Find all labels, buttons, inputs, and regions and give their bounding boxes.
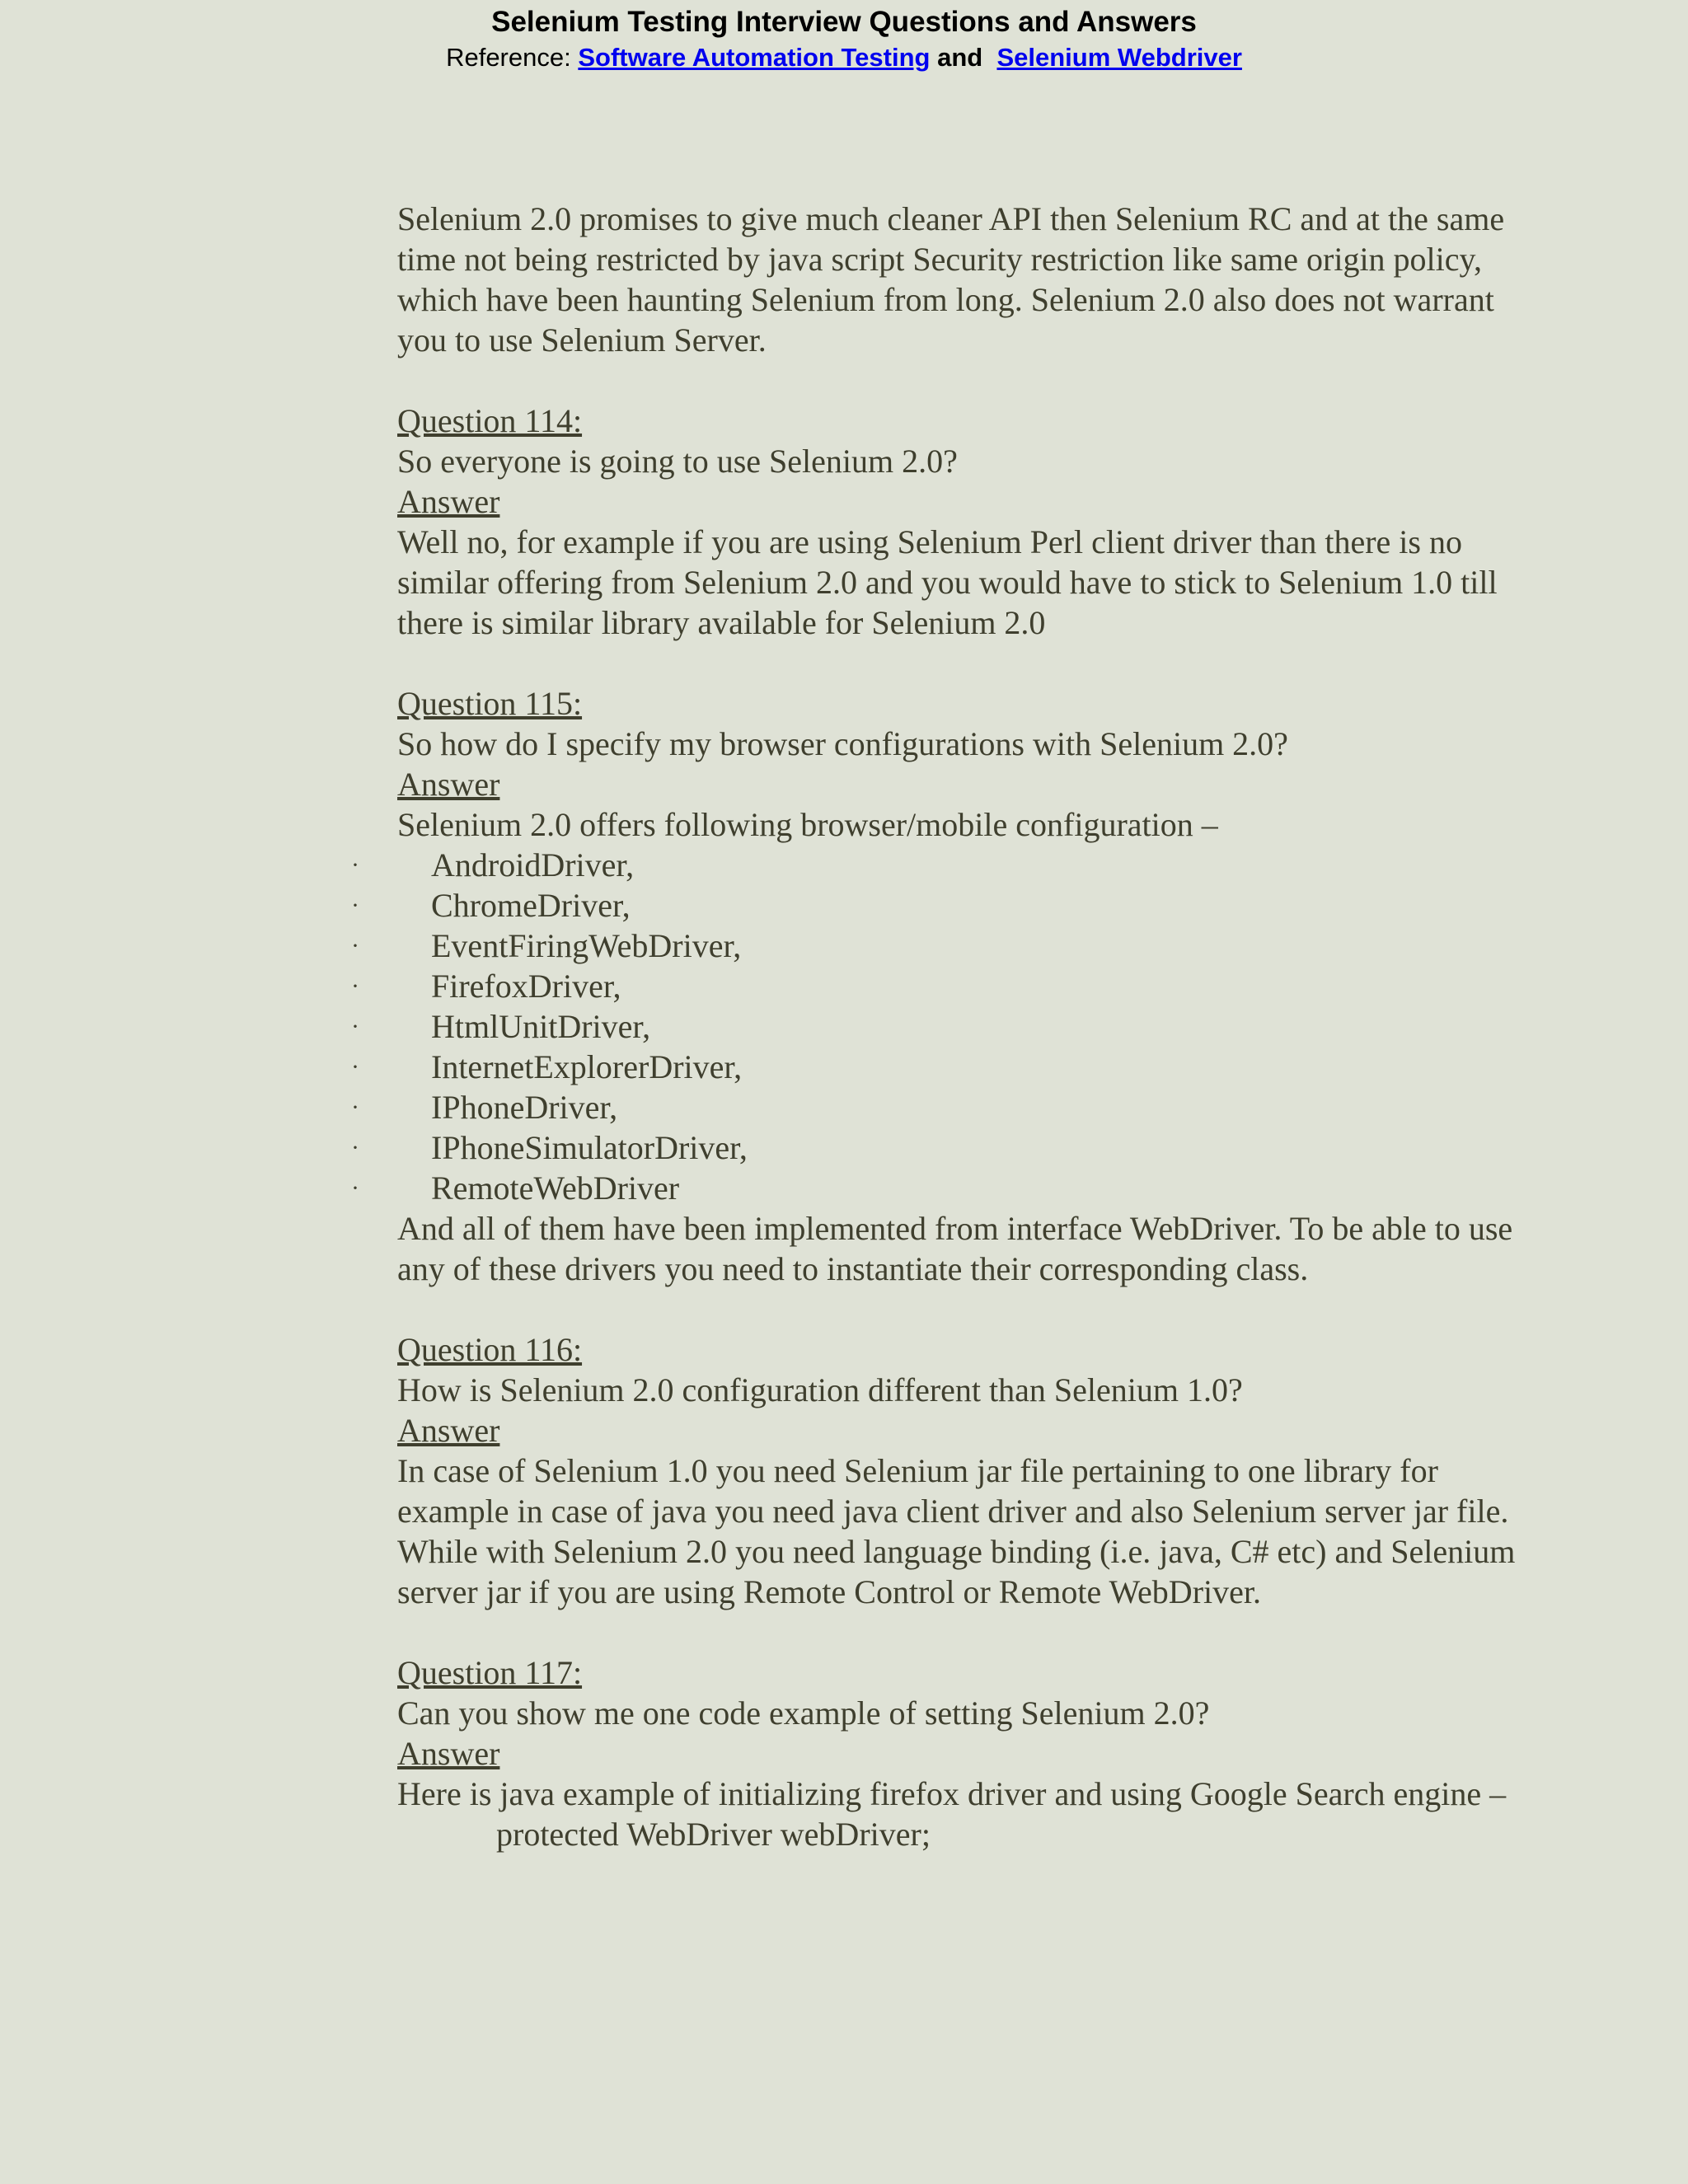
driver-name: InternetExplorerDriver,	[431, 1048, 743, 1085]
bullet-icon: ·	[351, 972, 359, 1000]
bullet-icon: ·	[351, 1134, 359, 1161]
question-115-label: Question 115:	[397, 685, 583, 722]
question-114-label: Question 114:	[397, 402, 583, 439]
reference-label: Reference:	[446, 43, 579, 72]
driver-name: FirefoxDriver,	[431, 968, 621, 1005]
question-114-text: So everyone is going to use Selenium 2.0?	[397, 443, 958, 480]
list-item	[351, 1047, 1518, 1087]
question-116-label: Question 116:	[397, 1331, 583, 1368]
driver-name: ChromeDriver,	[431, 887, 631, 924]
question-117-label: Question 117:	[397, 1654, 583, 1691]
answer-115-label: Answer	[397, 766, 500, 803]
answer-117-text: Here is java example of initializing firefox driver and using Google Search engine –	[397, 1775, 1507, 1812]
list-item	[351, 1127, 1518, 1168]
answer-116-label: Answer	[397, 1412, 500, 1449]
answer-117-label: Answer	[397, 1735, 500, 1772]
bullet-icon: ·	[351, 1013, 359, 1040]
answer-115-intro: Selenium 2.0 offers following browser/mobile configuration –	[397, 806, 1218, 843]
driver-list	[351, 845, 1518, 1208]
list-item	[351, 1006, 1518, 1047]
answer-115-outro: And all of them have been implemented from interface WebDriver. To be able to use any of these drivers you need to instantiate their corresponding class.	[397, 1210, 1513, 1287]
list-item	[351, 845, 1518, 885]
question-117-text: Can you show me one code example of setting Selenium 2.0?	[397, 1694, 1210, 1732]
answer-114-text: Well no, for example if you are using Selenium Perl client driver than there is no similar offering from Selenium 2.0 and you would have to stick to Selenium 1.0 till there is similar library available for Selenium 2.0	[397, 523, 1498, 641]
driver-name: HtmlUnitDriver,	[431, 1008, 651, 1045]
bullet-icon: ·	[351, 892, 359, 919]
bullet-icon: ·	[351, 932, 359, 959]
list-item	[351, 1087, 1518, 1127]
document-body	[351, 199, 1518, 1854]
list-item	[351, 966, 1518, 1006]
page-header	[0, 0, 1688, 73]
intro-paragraph: Selenium 2.0 promises to give much cleaner API then Selenium RC and at the same time not being restricted by java script Security restriction like same origin policy, which have been haunting Selenium from long. Selenium 2.0 also does not warrant you to use Selenium Server.	[397, 200, 1505, 359]
question-116-text: How is Selenium 2.0 configuration different than Selenium 1.0?	[397, 1371, 1243, 1408]
driver-name: IPhoneDriver,	[431, 1089, 618, 1126]
document-title: Selenium Testing Interview Questions and Answers	[491, 6, 1197, 38]
software-automation-testing-link[interactable]: Software Automation Testing	[578, 43, 931, 72]
answer-116-text: In case of Selenium 1.0 you need Selenium jar file pertaining to one library for example in case of java you need java client driver and also Selenium server jar file. While with Selenium 2.0 you need language binding (i.e. java, C# etc) and Selenium server jar if you are using Remote Control or Remote WebDriver.	[397, 1452, 1516, 1610]
code-line: protected WebDriver webDriver;	[496, 1816, 931, 1853]
list-item	[351, 926, 1518, 966]
bullet-icon: ·	[351, 851, 359, 879]
reference-line	[0, 42, 1688, 73]
driver-name: EventFiringWebDriver,	[431, 927, 742, 964]
selenium-webdriver-link[interactable]: Selenium Webdriver	[996, 43, 1242, 72]
question-115-text: So how do I specify my browser configurations with Selenium 2.0?	[397, 725, 1288, 762]
answer-114-label: Answer	[397, 483, 500, 520]
list-item	[351, 1168, 1518, 1208]
bullet-icon: ·	[351, 1053, 359, 1080]
bullet-icon: ·	[351, 1094, 359, 1121]
driver-name: AndroidDriver,	[431, 846, 635, 883]
driver-name: RemoteWebDriver	[431, 1169, 680, 1207]
driver-name: IPhoneSimulatorDriver,	[431, 1129, 748, 1166]
bullet-icon: ·	[351, 1174, 359, 1202]
and-text: and	[937, 43, 983, 72]
list-item	[351, 885, 1518, 926]
